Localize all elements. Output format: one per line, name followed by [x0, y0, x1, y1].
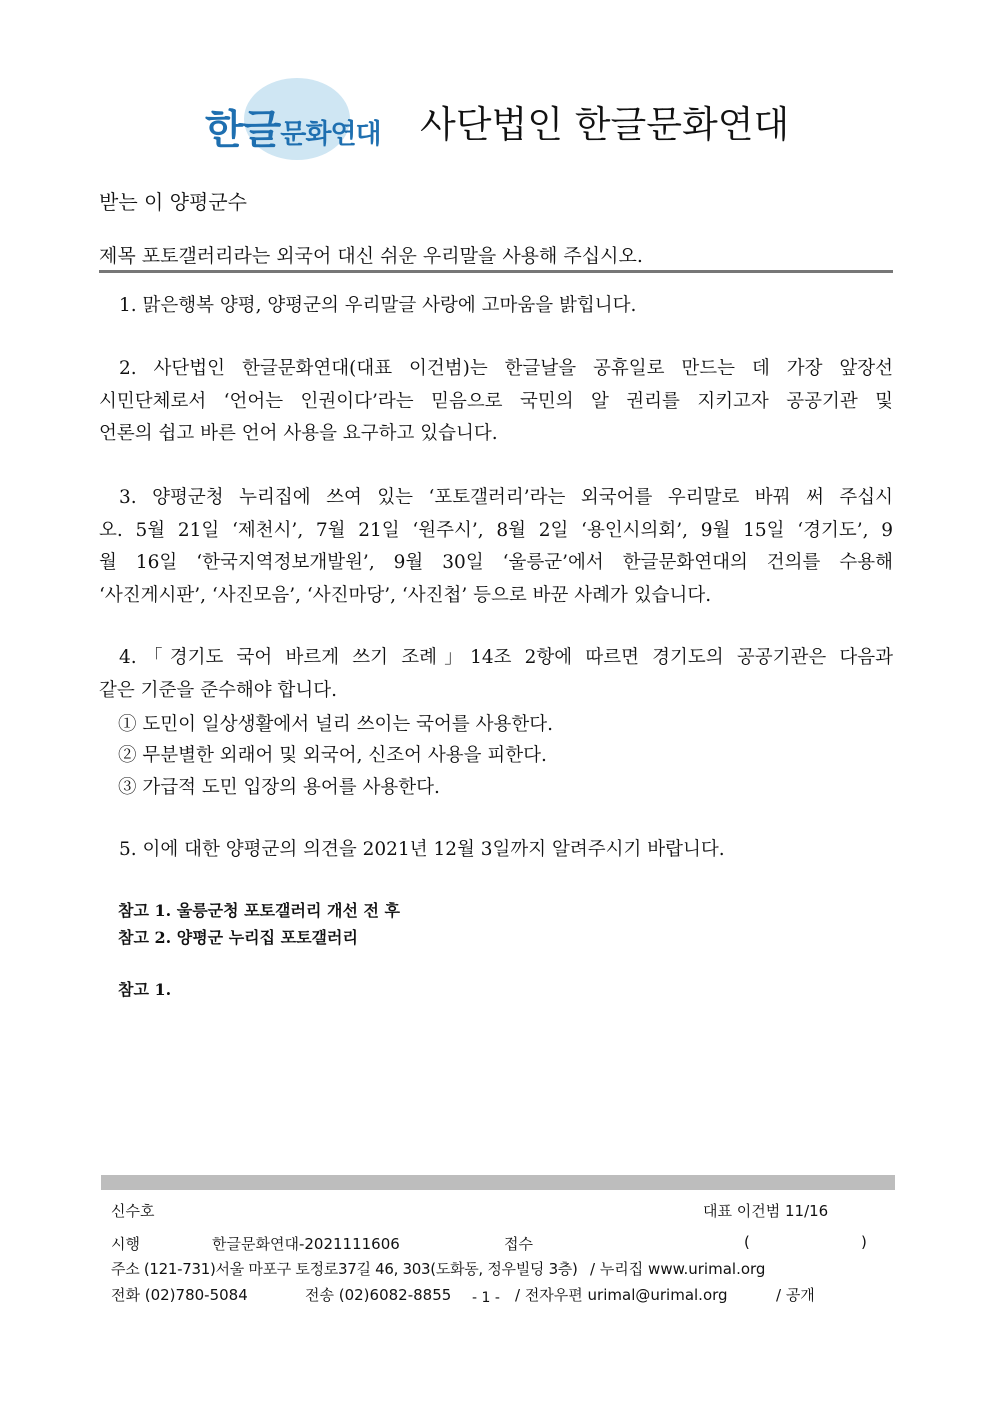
paragraph-5: [99, 834, 893, 867]
paragraph-1-text: 1. 맑은행복 양평, 양평군의 우리말글 사랑에 고마움을 밝힙니다.: [119, 295, 637, 316]
paragraph-4: [99, 642, 893, 707]
subject-line: 제목 포토갤러리라는 외국어 대신 쉬운 우리말을 사용해 주십시오.: [99, 245, 643, 267]
paragraph-2-line-3: 언론의 쉽고 바른 언어 사용을 요구하고 있습니다.: [99, 423, 498, 444]
receipt-label: 접수: [504, 1235, 533, 1253]
sender-name: 신수호: [111, 1202, 155, 1220]
logo-wordmark: [205, 98, 381, 155]
public-disclosure: / 공개: [776, 1286, 815, 1304]
enforcement-label: 시행: [111, 1235, 140, 1253]
criteria-item: ① 도민이 일상생활에서 널리 쓰이는 국어를 사용한다.: [118, 714, 553, 735]
receipt-open-paren: (: [744, 1233, 750, 1251]
phone-line: 전화 (02)780-5084: [111, 1286, 248, 1304]
representative-approval: 대표 이건범 11/16: [703, 1202, 829, 1220]
email-line: / 전자우편 urimal@urimal.org: [515, 1286, 728, 1304]
fax-line: 전송 (02)6082-8855: [305, 1286, 452, 1304]
document-number: 한글문화연대-2021111606: [212, 1235, 400, 1253]
receipt-close-paren: ): [861, 1233, 867, 1251]
logo-text-big: 한글: [205, 107, 281, 153]
paragraph-3-line-3: 월 16일 ‘한국지역정보개발원’, 9월 30일 ‘울릉군’에서 한글문화연대의 건의를 수용해: [99, 552, 893, 573]
website-line: / 누리집 www.urimal.org: [590, 1260, 766, 1278]
paragraph-3-line-4: ‘사진게시판’, ‘사진모음’, ‘사진마당’, ‘사진첩’ 등으로 바꾼 사례가 있습니다.: [99, 584, 712, 606]
paragraph-2-line-1: 2. 사단법인 한글문화연대(대표 이건범)는 한글날을 공휴일로 만드는 데 가장 앞장선: [119, 358, 893, 379]
paragraph-3: [99, 482, 893, 612]
criteria-item: ③ 가급적 도민 입장의 용어를 사용한다.: [118, 777, 440, 798]
org-title: 사단법인 한글문화연대: [420, 103, 790, 146]
paragraph-2-line-2: 시민단체로서 ‘언어는 인권이다’라는 믿음으로 국민의 알 권리를 지키고자 공공기관 및: [99, 390, 893, 412]
paragraph-4-line-1: 4.「경기도 국어 바르게 쓰기 조례」14조 2항에 따르면 경기도의 공공기관은 다음과: [119, 647, 893, 668]
reference-heading: 참고 1.: [118, 980, 172, 999]
page-number: - 1 -: [472, 1290, 500, 1306]
paragraph-2: [99, 353, 893, 451]
reference-2: 참고 2. 양평군 누리집 포토갤러리: [118, 928, 358, 947]
paragraph-5-text: 5. 이에 대한 양평군의 의견을 2021년 12월 3일까지 알려주시기 바랍니다.: [119, 839, 725, 860]
footer-divider-bar: [101, 1175, 895, 1190]
address-line: 주소 (121-731)서울 마포구 토정로37길 46, 303(도화동, 정우빌딩 3층): [111, 1260, 578, 1278]
criteria-item: ② 무분별한 외래어 및 외국어, 신조어 사용을 피한다.: [118, 745, 547, 766]
org-logo: [200, 78, 400, 160]
reference-1: 참고 1. 울릉군청 포토갤러리 개선 전 후: [118, 901, 400, 920]
paragraph-4-line-2: 같은 기준을 준수해야 합니다.: [99, 679, 337, 701]
logo-text-small: 문화연대: [280, 119, 381, 150]
paragraph-1: [99, 290, 893, 323]
paragraph-3-line-1: 3. 양평군청 누리집에 쓰여 있는 ‘포토갤러리’라는 외국어를 우리말로 바꿔 써 주십시: [119, 487, 893, 508]
subject-divider: [99, 270, 893, 273]
recipient-line: 받는 이 양평군수: [99, 190, 247, 214]
paragraph-3-line-2: 오. 5월 21일 ‘제천시’, 7월 21일 ‘원주시’, 8월 2일 ‘용인시의회’, 9월 15일 ‘경기도’, 9: [99, 519, 893, 541]
